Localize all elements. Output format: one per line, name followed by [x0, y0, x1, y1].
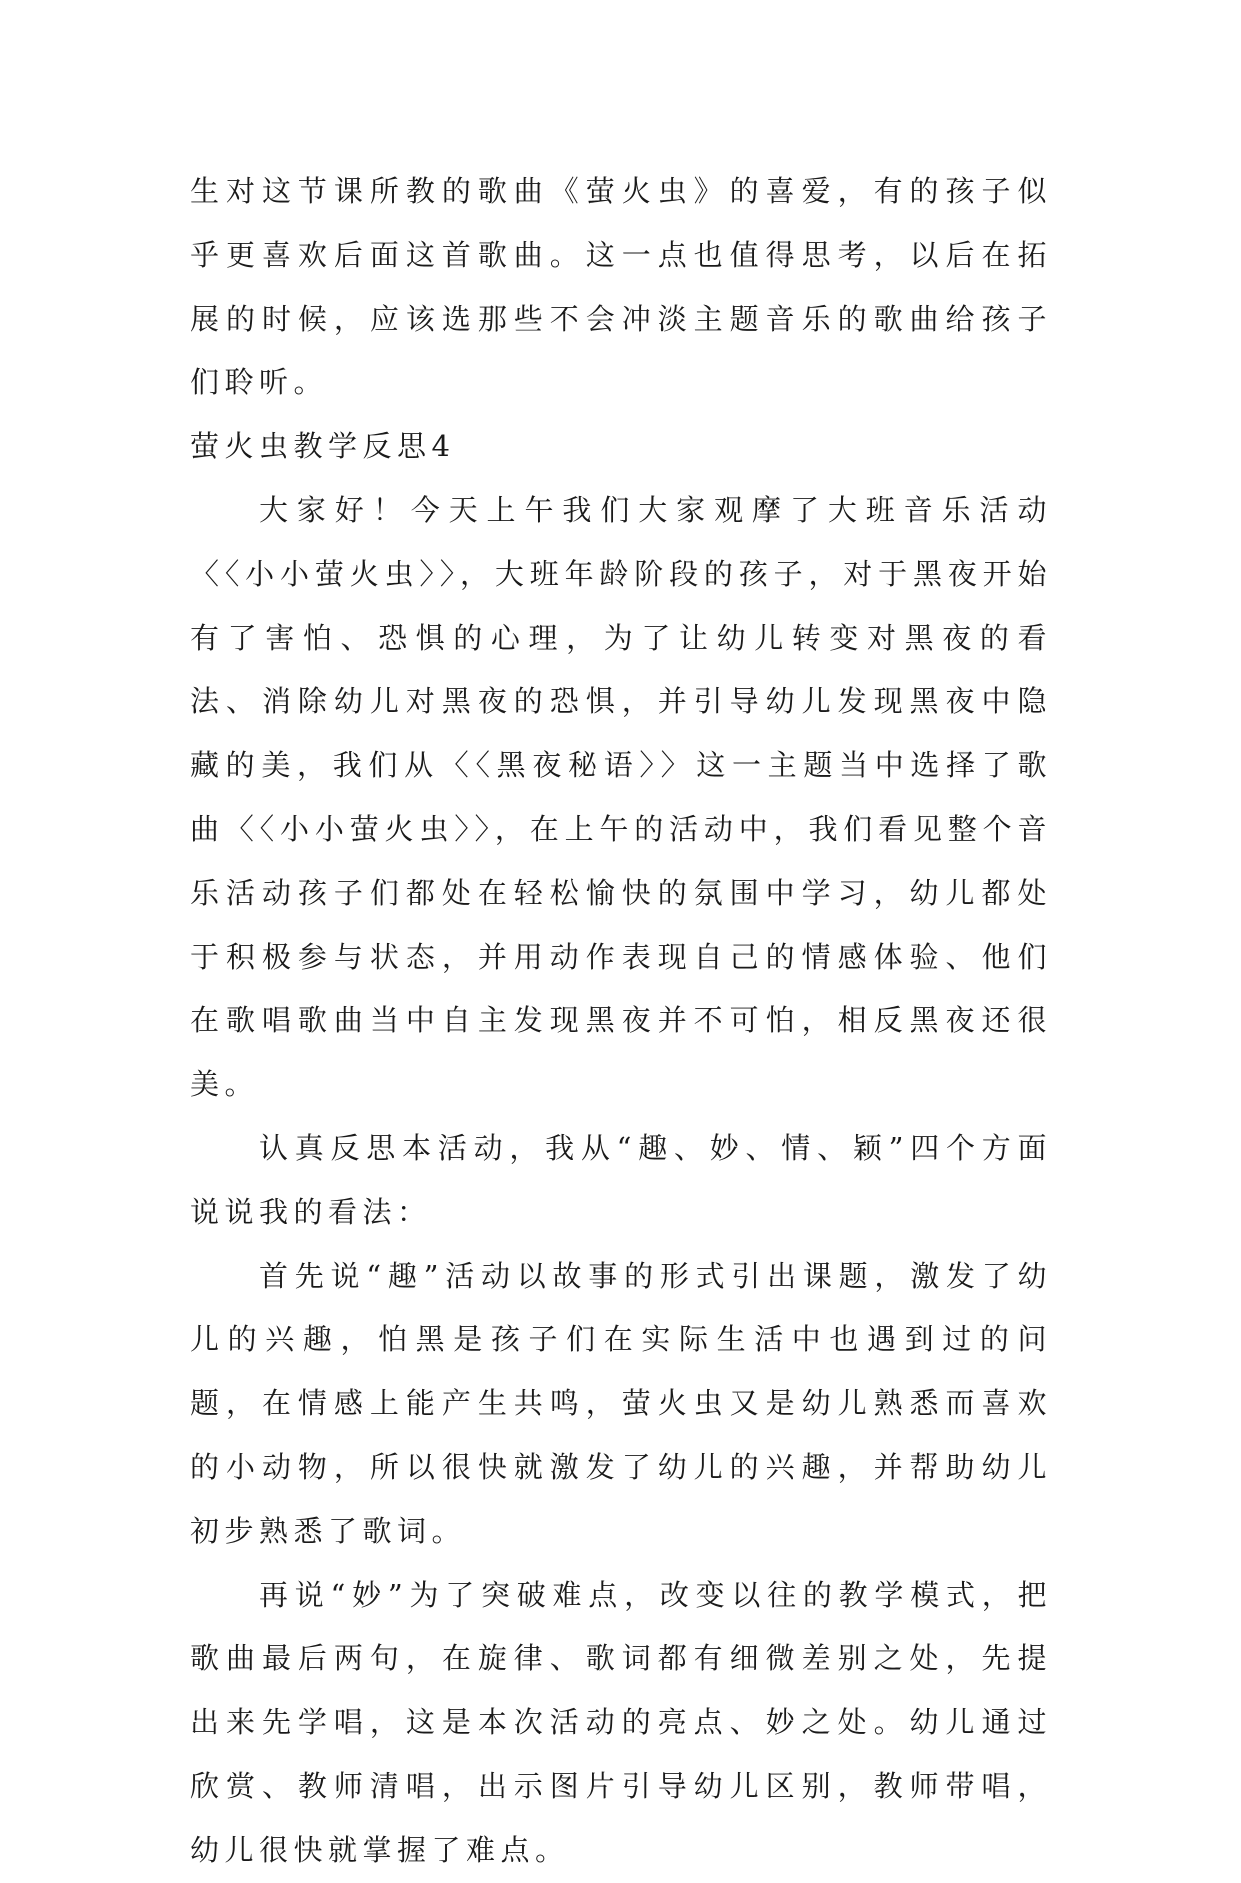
body-paragraph-intro: 大家好！今天上午我们大家观摩了大班音乐活动〈〈小小萤火虫〉〉，大班年龄阶段的孩子，对于黑夜开始有了害怕、恐惧的心理，为了让幼儿转变对黑夜的看法、消除幼儿对黑夜的恐惧，并引导幼儿发现黑夜中隐藏的美，我们从〈〈黑夜秘语〉〉这一主题当中选择了歌曲〈〈小小萤火虫〉〉，在上午的活动中，我们看见整个音乐活动孩子们都处在轻松愉快的氛围中学习，幼儿都处于积极参与状态，并用动作表现自己的情感体验、他们在歌唱歌曲当中自主发现黑夜并不可怕，相反黑夜还很美。	[190, 492, 1052, 1102]
body-paragraph-qu: 首先说“趣”活动以故事的形式引出课题，激发了幼儿的兴趣，怕黑是孩子们在实际生活中也遇到过的问题，在情感上能产生共鸣，萤火虫又是幼儿熟悉而喜欢的小动物，所以很快就激发了幼儿的兴趣，并帮助幼儿初步熟悉了歌词。	[190, 1258, 1052, 1548]
body-paragraph-miao: 再说“妙”为了突破难点，改变以往的教学模式，把歌曲最后两句，在旋律、歌词都有细微差别之处，先提出来先学唱，这是本次活动的亮点、妙之处。幼儿通过欣赏、教师清唱，出示图片引导幼儿区别，教师带唱，幼儿很快就掌握了难点。	[190, 1577, 1052, 1867]
section-heading: 萤火虫教学反思4	[190, 429, 456, 464]
body-paragraph-reflection: 认真反思本活动，我从“趣、妙、情、颖”四个方面说说我的看法：	[190, 1130, 1052, 1229]
continued-paragraph: 生对这节课所教的歌曲《萤火虫》的喜爱，有的孩子似乎更喜欢后面这首歌曲。这一点也值得思考，以后在拓展的时候，应该选那些不会冲淡主题音乐的歌曲给孩子们聆听。	[190, 174, 1052, 400]
document-body	[190, 160, 1052, 1883]
